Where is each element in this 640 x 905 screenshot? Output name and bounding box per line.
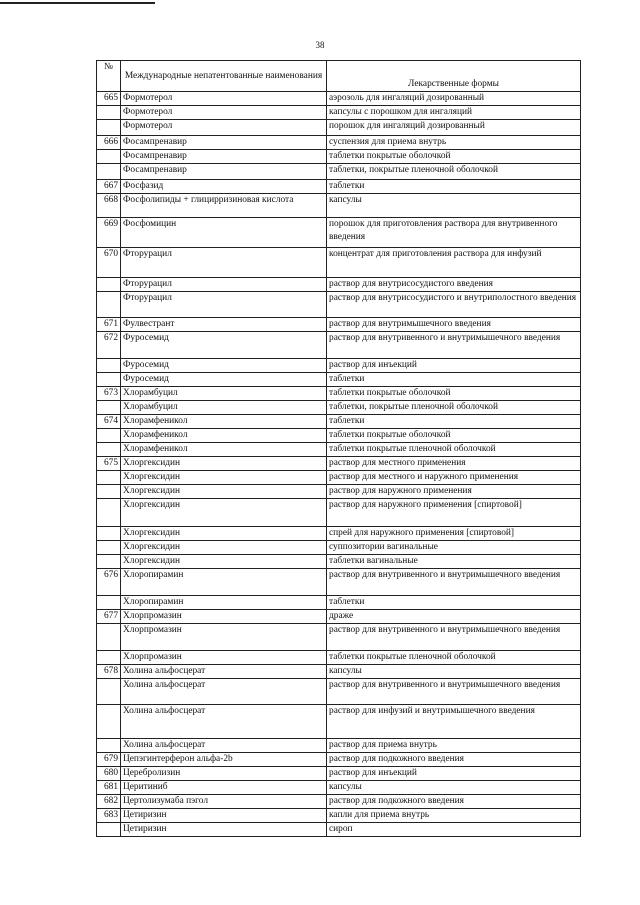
drug-name: Фосампренавир [121, 150, 327, 164]
drug-name: Хлоргексидин [121, 471, 327, 485]
dosage-form: порошок для ингаляций дозированный [327, 120, 581, 136]
drug-name: Хлорпромазин [121, 624, 327, 651]
drug-name: Фторурацил [121, 248, 327, 278]
row-number: 669 [97, 218, 121, 248]
drug-name: Хлорамбуцил [121, 401, 327, 415]
table-row [97, 781, 581, 795]
row-number [97, 555, 121, 569]
table-row [97, 415, 581, 429]
table-row [97, 292, 581, 318]
table-row [97, 753, 581, 767]
table-row [97, 457, 581, 471]
drug-name: Хлорамбуцил [121, 387, 327, 401]
drug-name: Хлоргексидин [121, 541, 327, 555]
drug-name: Хлоропирамин [121, 569, 327, 596]
table-row [97, 332, 581, 359]
drug-name: Фуросемид [121, 359, 327, 373]
row-number [97, 120, 121, 136]
drug-name: Холина альфосцерат [121, 705, 327, 739]
dosage-form: таблетки покрытые оболочкой [327, 387, 581, 401]
dosage-form: раствор для внутривенного и внутримышечного введения [327, 569, 581, 596]
dosage-form: раствор для наружного применения [327, 485, 581, 499]
header-num: № [97, 61, 121, 92]
table-row [97, 106, 581, 120]
row-number: 671 [97, 318, 121, 332]
table-row [97, 164, 581, 180]
row-number [97, 624, 121, 651]
drug-name: Хлорамфеникол [121, 415, 327, 429]
table-row [97, 527, 581, 541]
table-row [97, 795, 581, 809]
row-number: 665 [97, 92, 121, 106]
table-row [97, 569, 581, 596]
dosage-form: таблетки, покрытые пленочной оболочкой [327, 401, 581, 415]
row-number: 676 [97, 569, 121, 596]
row-number [97, 359, 121, 373]
row-number [97, 739, 121, 753]
dosage-form: раствор для внутрисосудистого и внутриполостного введения [327, 292, 581, 318]
dosage-form: порошок для приготовления раствора для внутривенного введения [327, 218, 581, 248]
page-number: 38 [315, 40, 325, 50]
drug-name: Фторурацил [121, 278, 327, 292]
row-number [97, 150, 121, 164]
dosage-form: таблетки покрытые оболочкой [327, 429, 581, 443]
row-number: 683 [97, 809, 121, 823]
row-number: 675 [97, 457, 121, 471]
table-row [97, 218, 581, 248]
dosage-form: капсулы [327, 781, 581, 795]
drug-name: Хлорпромазин [121, 610, 327, 624]
dosage-form: раствор для внутрисосудистого введения [327, 278, 581, 292]
drug-name: Цетиризин [121, 823, 327, 837]
dosage-form: таблетки покрытые пленочной оболочкой [327, 443, 581, 457]
table-row [97, 665, 581, 679]
row-number [97, 527, 121, 541]
table-body [97, 92, 581, 837]
row-number: 666 [97, 136, 121, 150]
dosage-form: таблетки покрытые пленочной оболочкой [327, 651, 581, 665]
row-number: 672 [97, 332, 121, 359]
dosage-form: драже [327, 610, 581, 624]
table-row [97, 651, 581, 665]
dosage-form: таблетки [327, 180, 581, 194]
dosage-form: таблетки [327, 596, 581, 610]
drug-name: Фторурацил [121, 292, 327, 318]
drug-name: Церитиниб [121, 781, 327, 795]
row-number [97, 499, 121, 527]
dosage-form: раствор для подкожного введения [327, 795, 581, 809]
drug-name: Хлоропирамин [121, 596, 327, 610]
top-rule [0, 2, 155, 4]
dosage-form: раствор для подкожного введения [327, 753, 581, 767]
row-number: 667 [97, 180, 121, 194]
drug-name: Фосфолипиды + глицирризиновая кислота [121, 194, 327, 218]
drug-name: Цепэгинтерферон альфа-2b [121, 753, 327, 767]
table-row [97, 679, 581, 705]
drug-name: Фосампренавир [121, 164, 327, 180]
row-number: 670 [97, 248, 121, 278]
drug-name: Фосампренавир [121, 136, 327, 150]
table-row [97, 610, 581, 624]
drug-name: Цертолизумаба пэгол [121, 795, 327, 809]
table-row [97, 429, 581, 443]
dosage-form: суппозитории вагинальные [327, 541, 581, 555]
dosage-form: таблетки, покрытые пленочной оболочкой [327, 164, 581, 180]
dosage-form: раствор для внутривенного и внутримышечного введения [327, 624, 581, 651]
table-row [97, 739, 581, 753]
row-number [97, 705, 121, 739]
table-header [97, 61, 581, 92]
row-number [97, 823, 121, 837]
drug-name: Хлоргексидин [121, 527, 327, 541]
drug-name: Фосфазид [121, 180, 327, 194]
row-number: 668 [97, 194, 121, 218]
dosage-form: раствор для приема внутрь [327, 739, 581, 753]
row-number [97, 651, 121, 665]
row-number [97, 373, 121, 387]
dosage-form: раствор для внутривенного и внутримышечного введения [327, 332, 581, 359]
table-row [97, 809, 581, 823]
row-number [97, 679, 121, 705]
dosage-form: раствор для наружного применения [спиртовой] [327, 499, 581, 527]
drug-name: Хлоргексидин [121, 457, 327, 471]
table-row [97, 823, 581, 837]
drug-name: Хлорамфеникол [121, 443, 327, 457]
dosage-form: сироп [327, 823, 581, 837]
row-number [97, 401, 121, 415]
row-number: 674 [97, 415, 121, 429]
drug-name: Формотерол [121, 92, 327, 106]
dosage-form: раствор для внутримышечного введения [327, 318, 581, 332]
table-row [97, 499, 581, 527]
table-row [97, 359, 581, 373]
table-row [97, 401, 581, 415]
dosage-form: концентрат для приготовления раствора для инфузий [327, 248, 581, 278]
dosage-form: раствор для внутривенного и внутримышечного введения [327, 679, 581, 705]
table-row [97, 624, 581, 651]
table-row [97, 555, 581, 569]
table-row [97, 471, 581, 485]
table-row [97, 318, 581, 332]
dosage-form: раствор для инфузий и внутримышечного введения [327, 705, 581, 739]
drug-name: Цетиризин [121, 809, 327, 823]
header-inn: Международные непатентованные наименования [121, 61, 327, 92]
table-row [97, 92, 581, 106]
table-row [97, 705, 581, 739]
row-number [97, 429, 121, 443]
row-number: 677 [97, 610, 121, 624]
dosage-form: раствор для местного и наружного применения [327, 471, 581, 485]
drug-table [96, 60, 581, 837]
row-number [97, 596, 121, 610]
dosage-form: капсулы [327, 665, 581, 679]
drug-name: Фуросемид [121, 332, 327, 359]
row-number [97, 471, 121, 485]
drug-name: Холина альфосцерат [121, 665, 327, 679]
dosage-form: таблетки [327, 373, 581, 387]
drug-name: Хлоргексидин [121, 485, 327, 499]
dosage-form: раствор для местного применения [327, 457, 581, 471]
table-row [97, 248, 581, 278]
drug-name: Фуросемид [121, 373, 327, 387]
table-row [97, 443, 581, 457]
drug-name: Фулвестрант [121, 318, 327, 332]
row-number [97, 485, 121, 499]
row-number: 682 [97, 795, 121, 809]
dosage-form: таблетки [327, 415, 581, 429]
table-row [97, 136, 581, 150]
row-number: 678 [97, 665, 121, 679]
row-number [97, 541, 121, 555]
dosage-form: раствор для инъекций [327, 767, 581, 781]
drug-name: Хлоргексидин [121, 499, 327, 527]
dosage-form: аэрозоль для ингаляций дозированный [327, 92, 581, 106]
row-number [97, 443, 121, 457]
drug-name: Хлоргексидин [121, 555, 327, 569]
row-number [97, 292, 121, 318]
row-number [97, 106, 121, 120]
table-row [97, 194, 581, 218]
table-row [97, 767, 581, 781]
drug-name: Хлорпромазин [121, 651, 327, 665]
drug-name: Формотерол [121, 106, 327, 120]
row-number: 681 [97, 781, 121, 795]
drug-name: Церебролизин [121, 767, 327, 781]
row-number: 679 [97, 753, 121, 767]
drug-name: Хлорамфеникол [121, 429, 327, 443]
table-row [97, 120, 581, 136]
table-row [97, 541, 581, 555]
dosage-form: спрей для наружного применения [спиртовой] [327, 527, 581, 541]
dosage-form: таблетки покрытые оболочкой [327, 150, 581, 164]
dosage-form: суспензия для приема внутрь [327, 136, 581, 150]
table-row [97, 596, 581, 610]
drug-name: Холина альфосцерат [121, 679, 327, 705]
drug-name: Формотерол [121, 120, 327, 136]
dosage-form: раствор для инъекций [327, 359, 581, 373]
table-row [97, 180, 581, 194]
table-row [97, 485, 581, 499]
row-number [97, 278, 121, 292]
drug-name: Фосфомицин [121, 218, 327, 248]
dosage-form: капли для приема внутрь [327, 809, 581, 823]
row-number [97, 164, 121, 180]
row-number: 673 [97, 387, 121, 401]
table-row [97, 150, 581, 164]
header-forms: Лекарственные формы [327, 61, 581, 92]
table-row [97, 387, 581, 401]
table-row [97, 278, 581, 292]
row-number: 680 [97, 767, 121, 781]
dosage-form: капсулы [327, 194, 581, 218]
drug-name: Холина альфосцерат [121, 739, 327, 753]
table-row [97, 373, 581, 387]
dosage-form: таблетки вагинальные [327, 555, 581, 569]
dosage-form: капсулы с порошком для ингаляций [327, 106, 581, 120]
